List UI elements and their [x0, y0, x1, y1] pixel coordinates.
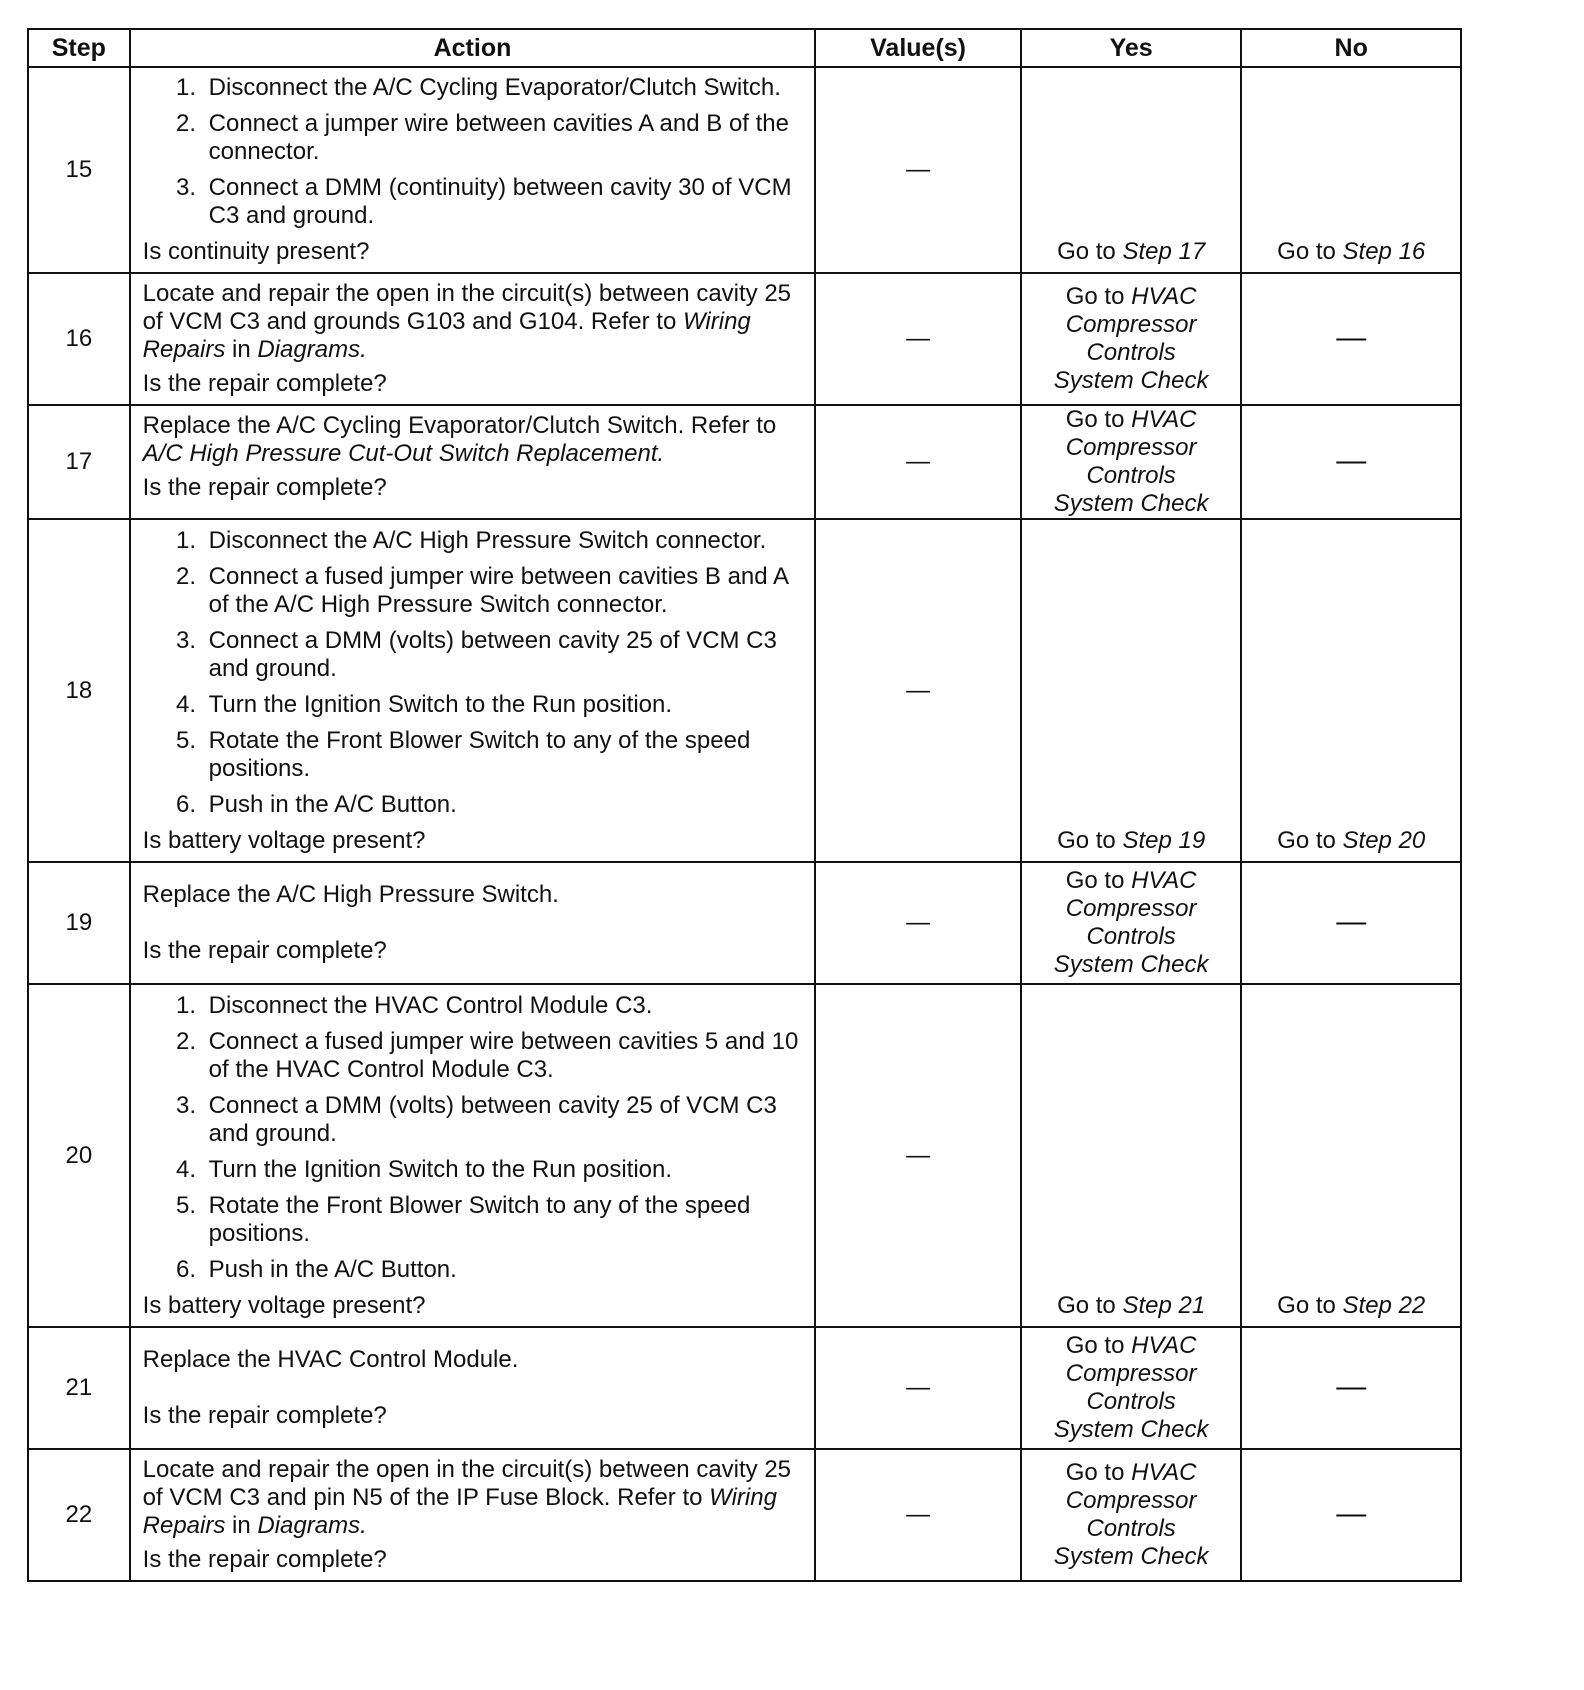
no-link[interactable] [1242, 827, 1460, 855]
empty-value-dash: — [906, 676, 931, 704]
yes-link[interactable] [1022, 867, 1241, 979]
yes-link[interactable] [1022, 1332, 1241, 1444]
value-cell [815, 1327, 1020, 1449]
hvac-link-part: Compressor [1065, 1360, 1197, 1387]
list-item: 4. Turn the Ignition Switch to the Run position. [203, 691, 805, 719]
value-cell [815, 405, 1020, 519]
action-text: Replace the HVAC Control Module. [142, 1346, 519, 1373]
hvac-link-part: System Check [1053, 1416, 1209, 1443]
action-text-part: in [232, 1512, 251, 1539]
action-text [143, 280, 805, 364]
table-row [28, 273, 1461, 405]
yes-link[interactable] [1022, 1292, 1241, 1320]
hvac-link-part: Controls [1086, 1388, 1176, 1415]
step-number: 18 [28, 519, 130, 862]
hvac-link-part: HVAC [1131, 283, 1197, 310]
go-to-label: Go to [1065, 1332, 1125, 1359]
empty-value-dash: — [906, 909, 931, 936]
go-to-label: Go to [1057, 827, 1116, 854]
yes-cell [1021, 1449, 1242, 1581]
action-steps [143, 74, 805, 230]
question-text: Is the repair complete? [142, 370, 387, 397]
action-text-part: Locate and repair the open in the circuit(s) between cavity 25 of VCM C3 and pin N5 of the IP Fuse Block. Refer to [142, 1456, 792, 1511]
no-cell [1241, 67, 1461, 273]
question-text: Is continuity present? [142, 238, 370, 265]
hvac-link-part: HVAC [1131, 406, 1197, 433]
yes-link[interactable] [1022, 827, 1241, 855]
no-cell [1241, 405, 1461, 519]
list-item: 1. Disconnect the HVAC Control Module C3. [203, 992, 805, 1020]
empty-no-dash: — [1336, 905, 1367, 938]
wiring-repairs-ref: Wiring Repairs [142, 308, 751, 363]
hvac-link-part: HVAC [1131, 867, 1197, 894]
yes-header: Yes [1021, 29, 1242, 67]
empty-value-dash: — [906, 1141, 931, 1169]
step-number: 22 [28, 1449, 130, 1581]
no-link[interactable] [1242, 238, 1460, 266]
hvac-link-part: Compressor [1065, 434, 1197, 461]
step-number: 15 [28, 67, 130, 273]
empty-value-dash: — [906, 448, 931, 475]
go-to-label: Go to [1277, 1292, 1336, 1319]
table-row [28, 984, 1461, 1327]
go-to-label: Go to [1065, 406, 1125, 433]
hvac-link-part: Controls [1086, 923, 1176, 950]
go-to-label: Go to [1065, 283, 1125, 310]
action-cell [130, 519, 816, 862]
hvac-link-part: System Check [1053, 367, 1209, 394]
yes-cell [1021, 862, 1242, 984]
empty-no-dash: — [1336, 1497, 1367, 1530]
action-text [143, 412, 805, 468]
value-cell [815, 67, 1020, 273]
step-number: 16 [28, 273, 130, 405]
empty-value-dash: — [906, 156, 931, 183]
empty-value-dash: — [906, 1374, 931, 1401]
list-item: 6. Push in the A/C Button. [203, 1256, 805, 1284]
step-number: 20 [28, 984, 130, 1327]
diagrams-ref: Diagrams. [257, 1512, 367, 1539]
action-text-part: Locate and repair the open in the circuit(s) between cavity 25 of VCM C3 and grounds G103 and G104. Refer to [142, 280, 792, 335]
wiring-repairs-ref: Wiring Repairs [142, 1484, 777, 1539]
step-header: Step [28, 29, 130, 67]
no-cell [1241, 519, 1461, 862]
no-cell [1241, 1327, 1461, 1449]
header-row [28, 29, 1461, 67]
go-to-label: Go to [1057, 238, 1116, 265]
empty-no-dash: — [1336, 321, 1367, 354]
go-to-label: Go to [1065, 867, 1125, 894]
question-text: Is battery voltage present? [142, 826, 426, 854]
table-row [28, 405, 1461, 519]
table-row [28, 519, 1461, 862]
go-to-label: Go to [1277, 827, 1336, 854]
list-item: 3. Connect a DMM (continuity) between cavity 30 of VCM C3 and ground. [203, 174, 805, 230]
no-cell [1241, 1449, 1461, 1581]
action-cell [130, 1327, 816, 1449]
empty-value-dash: — [906, 325, 931, 352]
step-ref: Step 19 [1122, 827, 1206, 854]
list-item: 1. Disconnect the A/C High Pressure Switch connector. [203, 527, 805, 555]
list-item: 6. Push in the A/C Button. [203, 791, 805, 819]
hvac-link-part: Controls [1086, 1515, 1176, 1542]
question-text: Is the repair complete? [142, 937, 387, 964]
question-text: Is the repair complete? [142, 474, 387, 501]
go-to-label: Go to [1065, 1459, 1125, 1486]
value-cell [815, 862, 1020, 984]
action-steps [143, 992, 805, 1284]
table-row [28, 1327, 1461, 1449]
table-row [28, 862, 1461, 984]
diagrams-ref: Diagrams. [257, 336, 367, 363]
empty-no-dash: — [1336, 444, 1367, 477]
step-ref: Step 16 [1342, 238, 1426, 265]
list-item: 2. Connect a fused jumper wire between cavities 5 and 10 of the HVAC Control Module C3. [203, 1028, 805, 1084]
list-item: 2. Connect a jumper wire between cavities A and B of the connector. [203, 110, 805, 166]
hvac-link-part: HVAC [1131, 1459, 1197, 1486]
step-ref: Step 20 [1342, 827, 1426, 854]
question-text: Is the repair complete? [142, 1402, 387, 1429]
action-text-part: in [232, 336, 251, 363]
no-link[interactable] [1242, 1292, 1460, 1320]
no-header: No [1241, 29, 1461, 67]
action-cell [130, 1449, 816, 1581]
question-text: Is the repair complete? [142, 1546, 387, 1573]
step-ref: Step 17 [1122, 238, 1206, 265]
value-cell [815, 273, 1020, 405]
list-item: 1. Disconnect the A/C Cycling Evaporator/Clutch Switch. [203, 74, 805, 102]
empty-no-dash: — [1336, 1370, 1367, 1403]
action-cell [130, 67, 816, 273]
list-item: 3. Connect a DMM (volts) between cavity 25 of VCM C3 and ground. [203, 627, 805, 683]
value-cell [815, 984, 1020, 1327]
yes-cell [1021, 984, 1242, 1327]
list-item: 4. Turn the Ignition Switch to the Run position. [203, 1156, 805, 1184]
step-number: 21 [28, 1327, 130, 1449]
table-row [28, 1449, 1461, 1581]
yes-link[interactable] [1022, 238, 1241, 266]
list-item: 3. Connect a DMM (volts) between cavity 25 of VCM C3 and ground. [203, 1092, 805, 1148]
action-text-part: Replace the A/C Cycling Evaporator/Clutch Switch. Refer to [142, 412, 777, 439]
values-header: Value(s) [815, 29, 1020, 67]
yes-cell [1021, 273, 1242, 405]
yes-link[interactable] [1022, 406, 1241, 518]
go-to-label: Go to [1057, 1292, 1116, 1319]
hvac-link-part: System Check [1053, 1543, 1209, 1570]
yes-link[interactable] [1022, 283, 1241, 395]
step-number: 17 [28, 405, 130, 519]
hvac-link-part: Controls [1086, 339, 1176, 366]
action-cell [130, 273, 816, 405]
diagnostic-table [27, 28, 1462, 1582]
hvac-link-part: HVAC [1131, 1332, 1197, 1359]
yes-cell [1021, 519, 1242, 862]
action-cell [130, 405, 816, 519]
list-item: 5. Rotate the Front Blower Switch to any of the speed positions. [203, 1192, 805, 1248]
hvac-link-part: System Check [1053, 951, 1209, 978]
hvac-link-part: System Check [1053, 490, 1209, 517]
list-item: 2. Connect a fused jumper wire between cavities B and A of the A/C High Pressure Switch connector. [203, 563, 805, 619]
action-cell [130, 862, 816, 984]
list-item: 5. Rotate the Front Blower Switch to any of the speed positions. [203, 727, 805, 783]
question-text: Is battery voltage present? [142, 1291, 426, 1319]
replacement-ref: A/C High Pressure Cut-Out Switch Replacement. [142, 440, 665, 467]
action-steps [143, 527, 805, 819]
hvac-link-part: Compressor [1065, 1487, 1197, 1514]
action-cell [130, 984, 816, 1327]
action-text [143, 1456, 805, 1540]
yes-cell [1021, 405, 1242, 519]
go-to-label: Go to [1277, 238, 1336, 265]
action-header: Action [130, 29, 816, 67]
hvac-link-part: Compressor [1065, 311, 1197, 338]
table-row [28, 67, 1461, 273]
yes-link[interactable] [1022, 1459, 1241, 1571]
hvac-link-part: Controls [1086, 462, 1176, 489]
no-cell [1241, 984, 1461, 1327]
value-cell [815, 1449, 1020, 1581]
empty-value-dash: — [906, 1501, 931, 1528]
hvac-link-part: Compressor [1065, 895, 1197, 922]
yes-cell [1021, 67, 1242, 273]
step-ref: Step 21 [1122, 1292, 1206, 1319]
value-cell [815, 519, 1020, 862]
yes-cell [1021, 1327, 1242, 1449]
step-ref: Step 22 [1342, 1292, 1426, 1319]
action-text: Replace the A/C High Pressure Switch. [142, 881, 559, 908]
no-cell [1241, 862, 1461, 984]
step-number: 19 [28, 862, 130, 984]
no-cell [1241, 273, 1461, 405]
